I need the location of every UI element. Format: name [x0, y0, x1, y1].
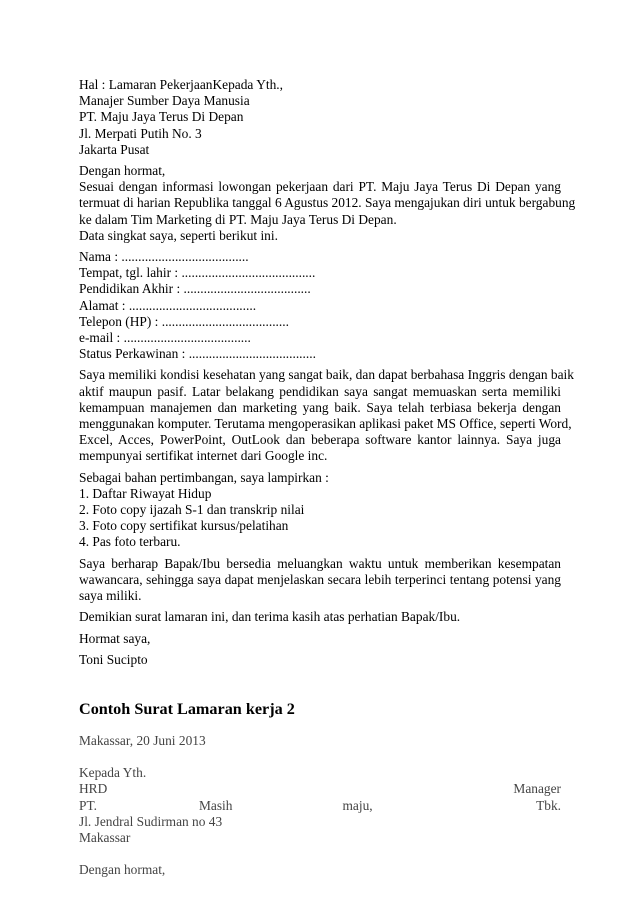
attachments-list [79, 470, 561, 551]
qualifications-paragraph [79, 367, 574, 464]
recipient-title: Manajer Sumber Daya Manusia [79, 93, 250, 109]
body-line: aktif maupun pasif. Latar belakang pendidikan saya sangat memuaskan serta memiliki [79, 383, 561, 399]
subject-line: Hal : Lamaran PekerjaanKepada Yth., [79, 77, 283, 92]
letter-date: Makassar, 20 Juni 2013 [79, 732, 206, 748]
personal-data-fields [79, 249, 561, 362]
field-birth: Tempat, tgl. lahir : ........................................ [79, 265, 316, 281]
closing-line: wawancara, sehingga saya dapat menjelaskan secara lebih terperinci tentang potensi yang [79, 571, 561, 587]
recipient-company: PT. Maju Jaya Terus Di Depan [79, 109, 244, 125]
manager-label: Manager [513, 781, 561, 797]
greeting: Dengan hormat, [79, 163, 166, 179]
signature-block [79, 652, 561, 668]
body-line: Saya memiliki kondisi kesehatan yang sangat baik, dan dapat berbahasa Inggris dengan baik [79, 367, 574, 383]
intro-line: ke dalam Tim Marketing di PT. Maju Jaya Terus Di Depan. [79, 211, 397, 227]
signature-name: Toni Sucipto [79, 651, 148, 667]
body-line: menggunakan komputer. Terutama mengoperasikan aplikasi paket MS Office, seperti Word, [79, 416, 572, 432]
company-part: maju, [342, 797, 373, 813]
list-item: 1. Daftar Riwayat Hidup [79, 485, 212, 501]
field-address: Alamat : ...................................... [79, 297, 257, 313]
recipient-city: Jakarta Pusat [79, 141, 150, 157]
intro-line: termuat di harian Republika tanggal 6 Agustus 2012. Saya mengajukan diri untuk bergabung [79, 195, 576, 211]
greeting-2: Dengan hormat, [79, 862, 166, 878]
recipient-address [79, 77, 561, 158]
list-item: 2. Foto copy ijazah S-1 dan transkrip nilai [79, 502, 305, 518]
thanks-line-block [79, 609, 561, 625]
closing-line: saya miliki. [79, 588, 142, 604]
field-marital-status: Status Perkawinan : ...................................... [79, 346, 316, 362]
closing-line: Saya berharap Bapak/Ibu bersedia meluangkan waktu untuk memberikan kesempatan [79, 555, 561, 571]
closing-paragraph [79, 556, 561, 605]
section-heading: Contoh Surat Lamaran kerja 2 [79, 699, 295, 718]
company-line [79, 798, 561, 814]
body-line: Excel, Acces, PowerPoint, OutLook dan beberapa software kantor lainnya. Saya juga [79, 432, 561, 448]
to-line: Kepada Yth. [79, 765, 147, 781]
list-item: 3. Foto copy sertifikat kursus/pelatihan [79, 518, 289, 534]
intro-line: Data singkat saya, seperti berikut ini. [79, 227, 278, 243]
company-part: PT. [79, 797, 97, 813]
hrd-label: HRD [79, 781, 108, 797]
second-letter [79, 733, 561, 878]
field-education: Pendidikan Akhir : ...................................... [79, 281, 311, 297]
regards-line: Hormat saya, [79, 630, 151, 646]
letter-document [79, 77, 576, 878]
city-line: Makassar [79, 829, 131, 845]
company-part: Tbk. [536, 797, 561, 813]
recipient-street: Jl. Merpati Putih No. 3 [79, 125, 202, 141]
company-part: Masih [199, 797, 233, 813]
intro-line: Sesuai dengan informasi lowongan pekerjaan dari PT. Maju Jaya Terus Di Depan yang [79, 179, 561, 195]
list-item: 4. Pas foto terbaru. [79, 534, 181, 550]
field-name: Nama : ...................................... [79, 249, 249, 265]
field-phone: Telepon (HP) : ...................................... [79, 313, 289, 329]
attachments-intro: Sebagai bahan pertimbangan, saya lampirkan : [79, 469, 329, 485]
street-line: Jl. Jendral Sudirman no 43 [79, 813, 223, 829]
regards-block [79, 631, 561, 647]
thanks-line: Demikian surat lamaran ini, dan terima kasih atas perhatian Bapak/Ibu. [79, 609, 461, 625]
intro-paragraph [79, 163, 576, 244]
body-line: mempunyai sertifikat internet dari Google inc. [79, 448, 328, 464]
field-email: e-mail : ...................................... [79, 330, 251, 346]
body-line: kemampuan manajemen dan marketing yang baik. Saya telah terbiasa bekerja dengan [79, 399, 561, 415]
